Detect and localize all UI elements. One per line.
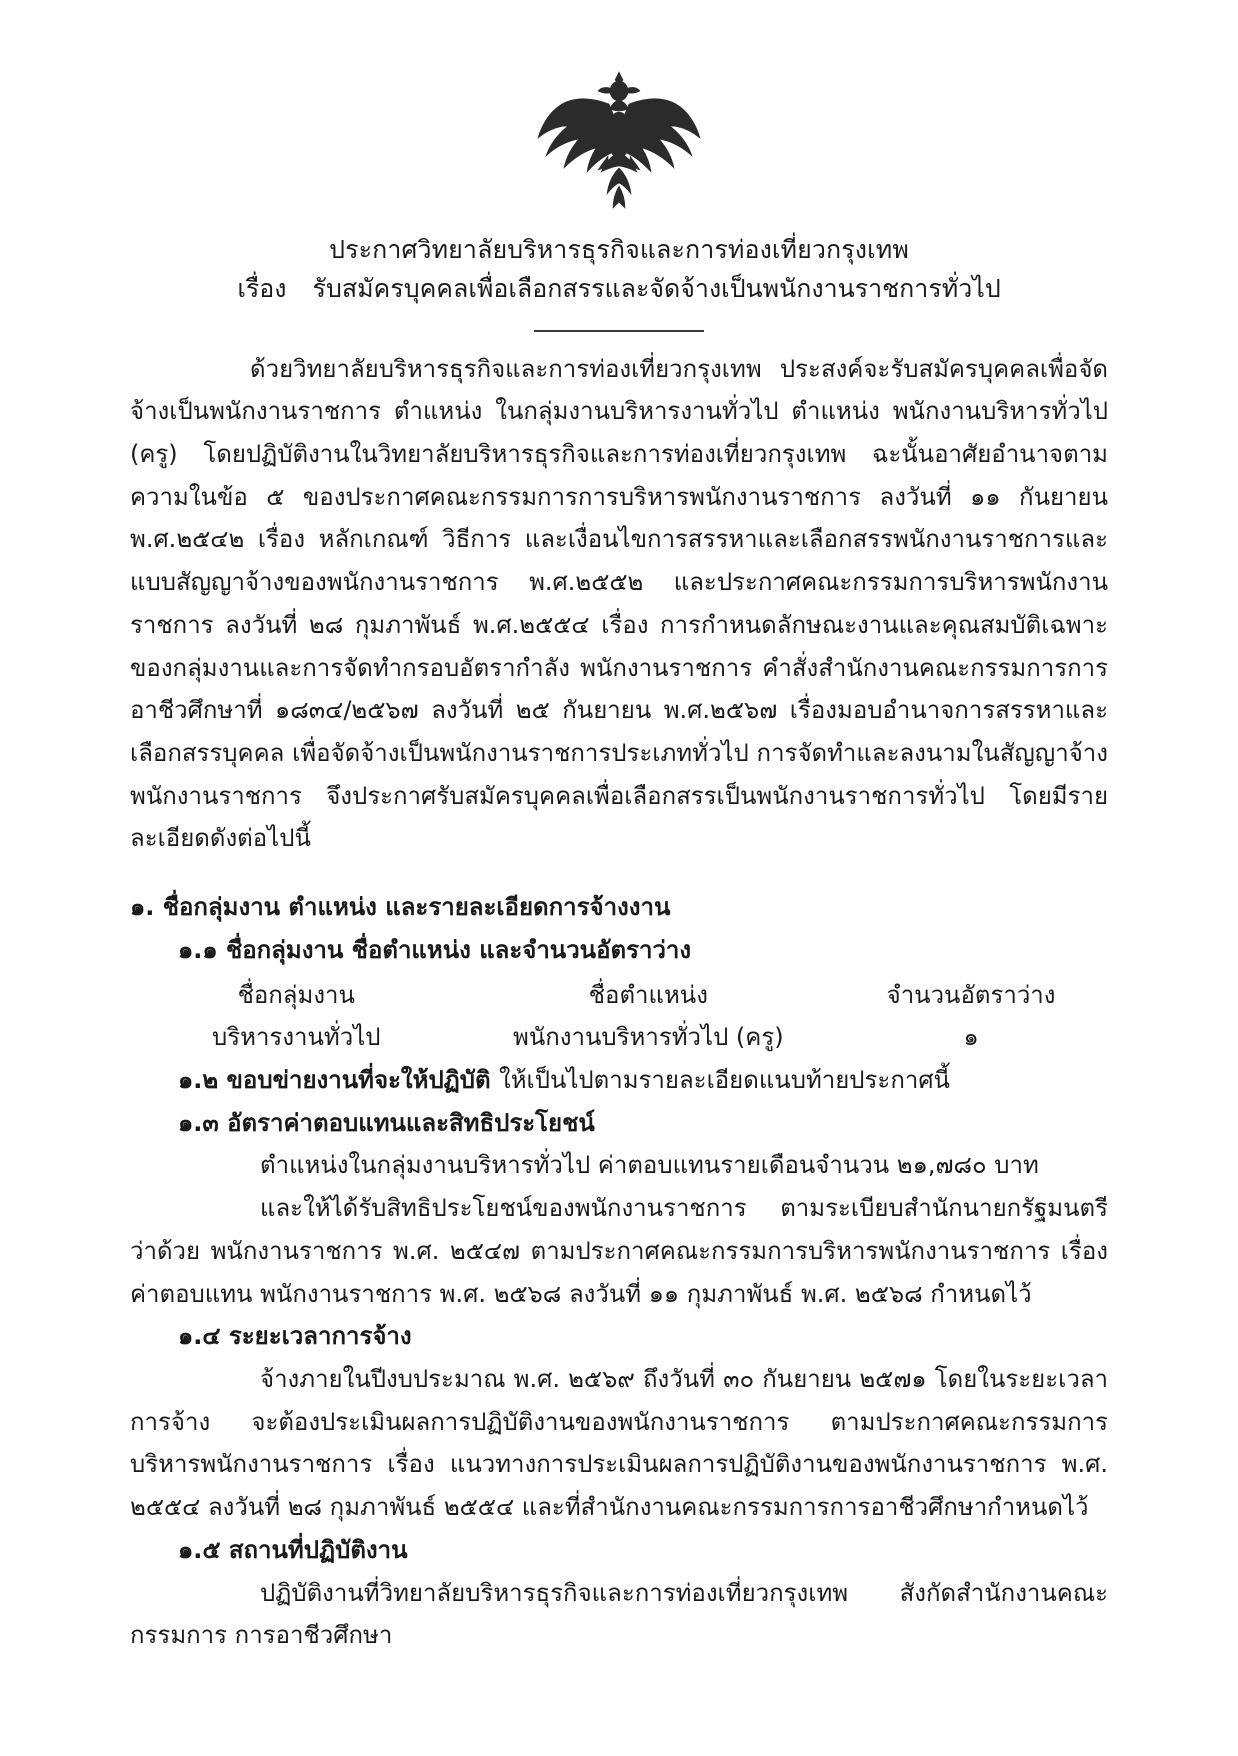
section-1-4-label: ๑.๔ ระยะเวลาการจ้าง — [178, 1322, 412, 1351]
section-1-3-paragraph-2-rest: พนักงานราชการ พ.ศ. ๒๕๔๗ ตามประกาศคณะกรรมการบริหารพนักงานราชการ เรื่อง ค่าตอบแทน พนักงานราชการ พ.ศ. ๒๕๖๘ ลงวันที่ ๑๑ กุมภาพันธ์ พ.ศ. ๒๕๖๘ กำหนดไว้ — [130, 1236, 1108, 1308]
section-1-4-paragraph-lead: จ้างภายในปีงบประมาณ พ.ศ. ๒๕๖๙ ถึงวันที่ ๓๐ กันยายน ๒๕๗๑ โดยในระยะเวลาการจ้าง — [130, 1365, 1108, 1436]
garuda-emblem-icon — [524, 64, 714, 214]
emblem-container — [130, 54, 1108, 214]
table-cell-position: พนักงานบริหารทั่วไป (ครู) — [513, 1023, 784, 1052]
divider-rule-container — [130, 330, 1108, 332]
section-1-2-label: ๑.๒ ขอบข่ายงานที่จะให้ปฏิบัติ — [178, 1066, 491, 1094]
section-1-1-heading: ๑.๑ ชื่อกลุ่มงาน ชื่อตำแหน่ง และจำนวนอัตราว่าง — [178, 935, 692, 964]
section-1-3-paragraph-2 — [130, 1187, 1108, 1315]
section-1-2 — [130, 1059, 1108, 1102]
document-title: ประกาศวิทยาลัยบริหารธุรกิจและการท่องเที่ยวกรุงเทพ — [329, 235, 909, 264]
subject-label: เรื่อง — [237, 274, 287, 304]
table-cell-vacancies: ๑ — [963, 1023, 979, 1052]
subject-text: รับสมัครบุคคลเพื่อเลือกสรรและจัดจ้างเป็นพนักงานราชการทั่วไป — [312, 274, 1001, 304]
section-1-3-paragraph-2-lead: และให้ได้รับสิทธิประโยชน์ของพนักงานราชการ ตามระเบียบสำนักนายกรัฐมนตรีว่าด้วย — [130, 1194, 1108, 1265]
section-1-3-paragraph-1: ตำแหน่งในกลุ่มงานบริหารทั่วไป ค่าตอบแทนรายเดือนจำนวน ๒๑,๗๘๐ บาท — [260, 1151, 1039, 1180]
divider-rule — [534, 330, 704, 332]
section-1-4-paragraph — [130, 1358, 1108, 1529]
table-header-row — [130, 974, 1108, 1017]
section-1-5-paragraph — [130, 1572, 1108, 1657]
section-1-5-label: ๑.๕ สถานที่ปฏิบัติงาน — [178, 1535, 408, 1564]
preamble-paragraph: ด้วยวิทยาลัยบริหารธุรกิจและการท่องเที่ยวกรุงเทพ ประสงค์จะรับสมัครบุคคลเพื่อจัดจ้างเป็นพนักงานราชการ ตำแหน่ง ในกลุ่มงานบริหารงานทั่วไป ตำแหน่ง พนักงานบริหารทั่วไป (ครู) โดยปฏิบัติงานในวิทยาลัยบริหารธุรกิจและการท่องเที่ยวกรุงเทพ ฉะนั้นอาศัยอำนาจตามความในข้อ ๕ ของประกาศคณะกรรมการการบริหารพนักงานราชการ ลงวันที่ ๑๑ กันยายน พ.ศ.๒๕๔๒ เรื่อง หลักเกณฑ์ วิธีการ และเงื่อนไขการสรรหาและเลือกสรรพนักงานราชการและแบบสัญญาจ้างของพนักงานราชการ พ.ศ.๒๕๕๒ และประกาศคณะกรรมการบริหารพนักงานราชการ ลงวันที่ ๒๘ กุมภาพันธ์ พ.ศ.๒๕๕๔ เรื่อง การกำหนดลักษณะงานและคุณสมบัติเฉพาะของกลุ่มงานและการจัดทำกรอบอัตรากำลัง พนักงานราชการ คำสั่งสำนักงานคณะกรรมการการอาชีวศึกษาที่ ๑๘๓๔/๒๕๖๗ ลงวันที่ ๒๕ กันยายน พ.ศ.๒๕๖๗ เรื่องมอบอำนาจการสรรหาและเลือกสรรบุคคล เพื่อจัดจ้างเป็นพนักงานราชการประเภททั่วไป การจัดทำและลงนามในสัญญาจ้างพนักงานราชการ จึงประกาศรับสมัครบุคคลเพื่อเลือกสรรเป็นพนักงานราชการทั่วไป โดยมีรายละเอียดดังต่อไปนี้ — [130, 354, 1108, 853]
document-subject-line — [130, 271, 1108, 307]
section-1-5-paragraph-lead: ปฏิบัติงานที่วิทยาลัยบริหารธุรกิจและการท่องเที่ยวกรุงเทพ สังกัดสำนักงานคณะกรรมการ — [130, 1578, 1108, 1650]
table-cell-group: บริหารงานทั่วไป — [212, 1023, 381, 1052]
table-header-vacancies: จำนวนอัตราว่าง — [886, 980, 1056, 1009]
section-1-5-paragraph-rest: การอาชีวศึกษา — [234, 1621, 393, 1650]
table-header-group: ชื่อกลุ่มงาน — [237, 980, 355, 1009]
section-1-2-text: ให้เป็นไปตามรายละเอียดแนบท้ายประกาศนี้ — [498, 1066, 950, 1094]
job-table — [130, 974, 1108, 1059]
section-1-heading: ๑. ชื่อกลุ่มงาน ตำแหน่ง และรายละเอียดการจ้างงาน — [130, 893, 671, 922]
table-row — [130, 1016, 1108, 1059]
table-header-position: ชื่อตำแหน่ง — [588, 980, 708, 1009]
section-1-4-paragraph-rest: จะต้องประเมินผลการปฏิบัติงานของพนักงานราชการ ตามประกาศคณะกรรมการบริหารพนักงานราชการ เรื่อง แนวทางการประเมินผลการปฏิบัติงานของพนักงานราชการ พ.ศ. ๒๕๕๔ ลงวันที่ ๒๘ กุมภาพันธ์ ๒๕๕๔ และที่สำนักงานคณะกรรมการการอาชีวศึกษากำหนดไว้ — [130, 1407, 1108, 1522]
section-1-3-label: ๑.๓ อัตราค่าตอบแทนและสิทธิประโยชน์ — [178, 1108, 595, 1137]
